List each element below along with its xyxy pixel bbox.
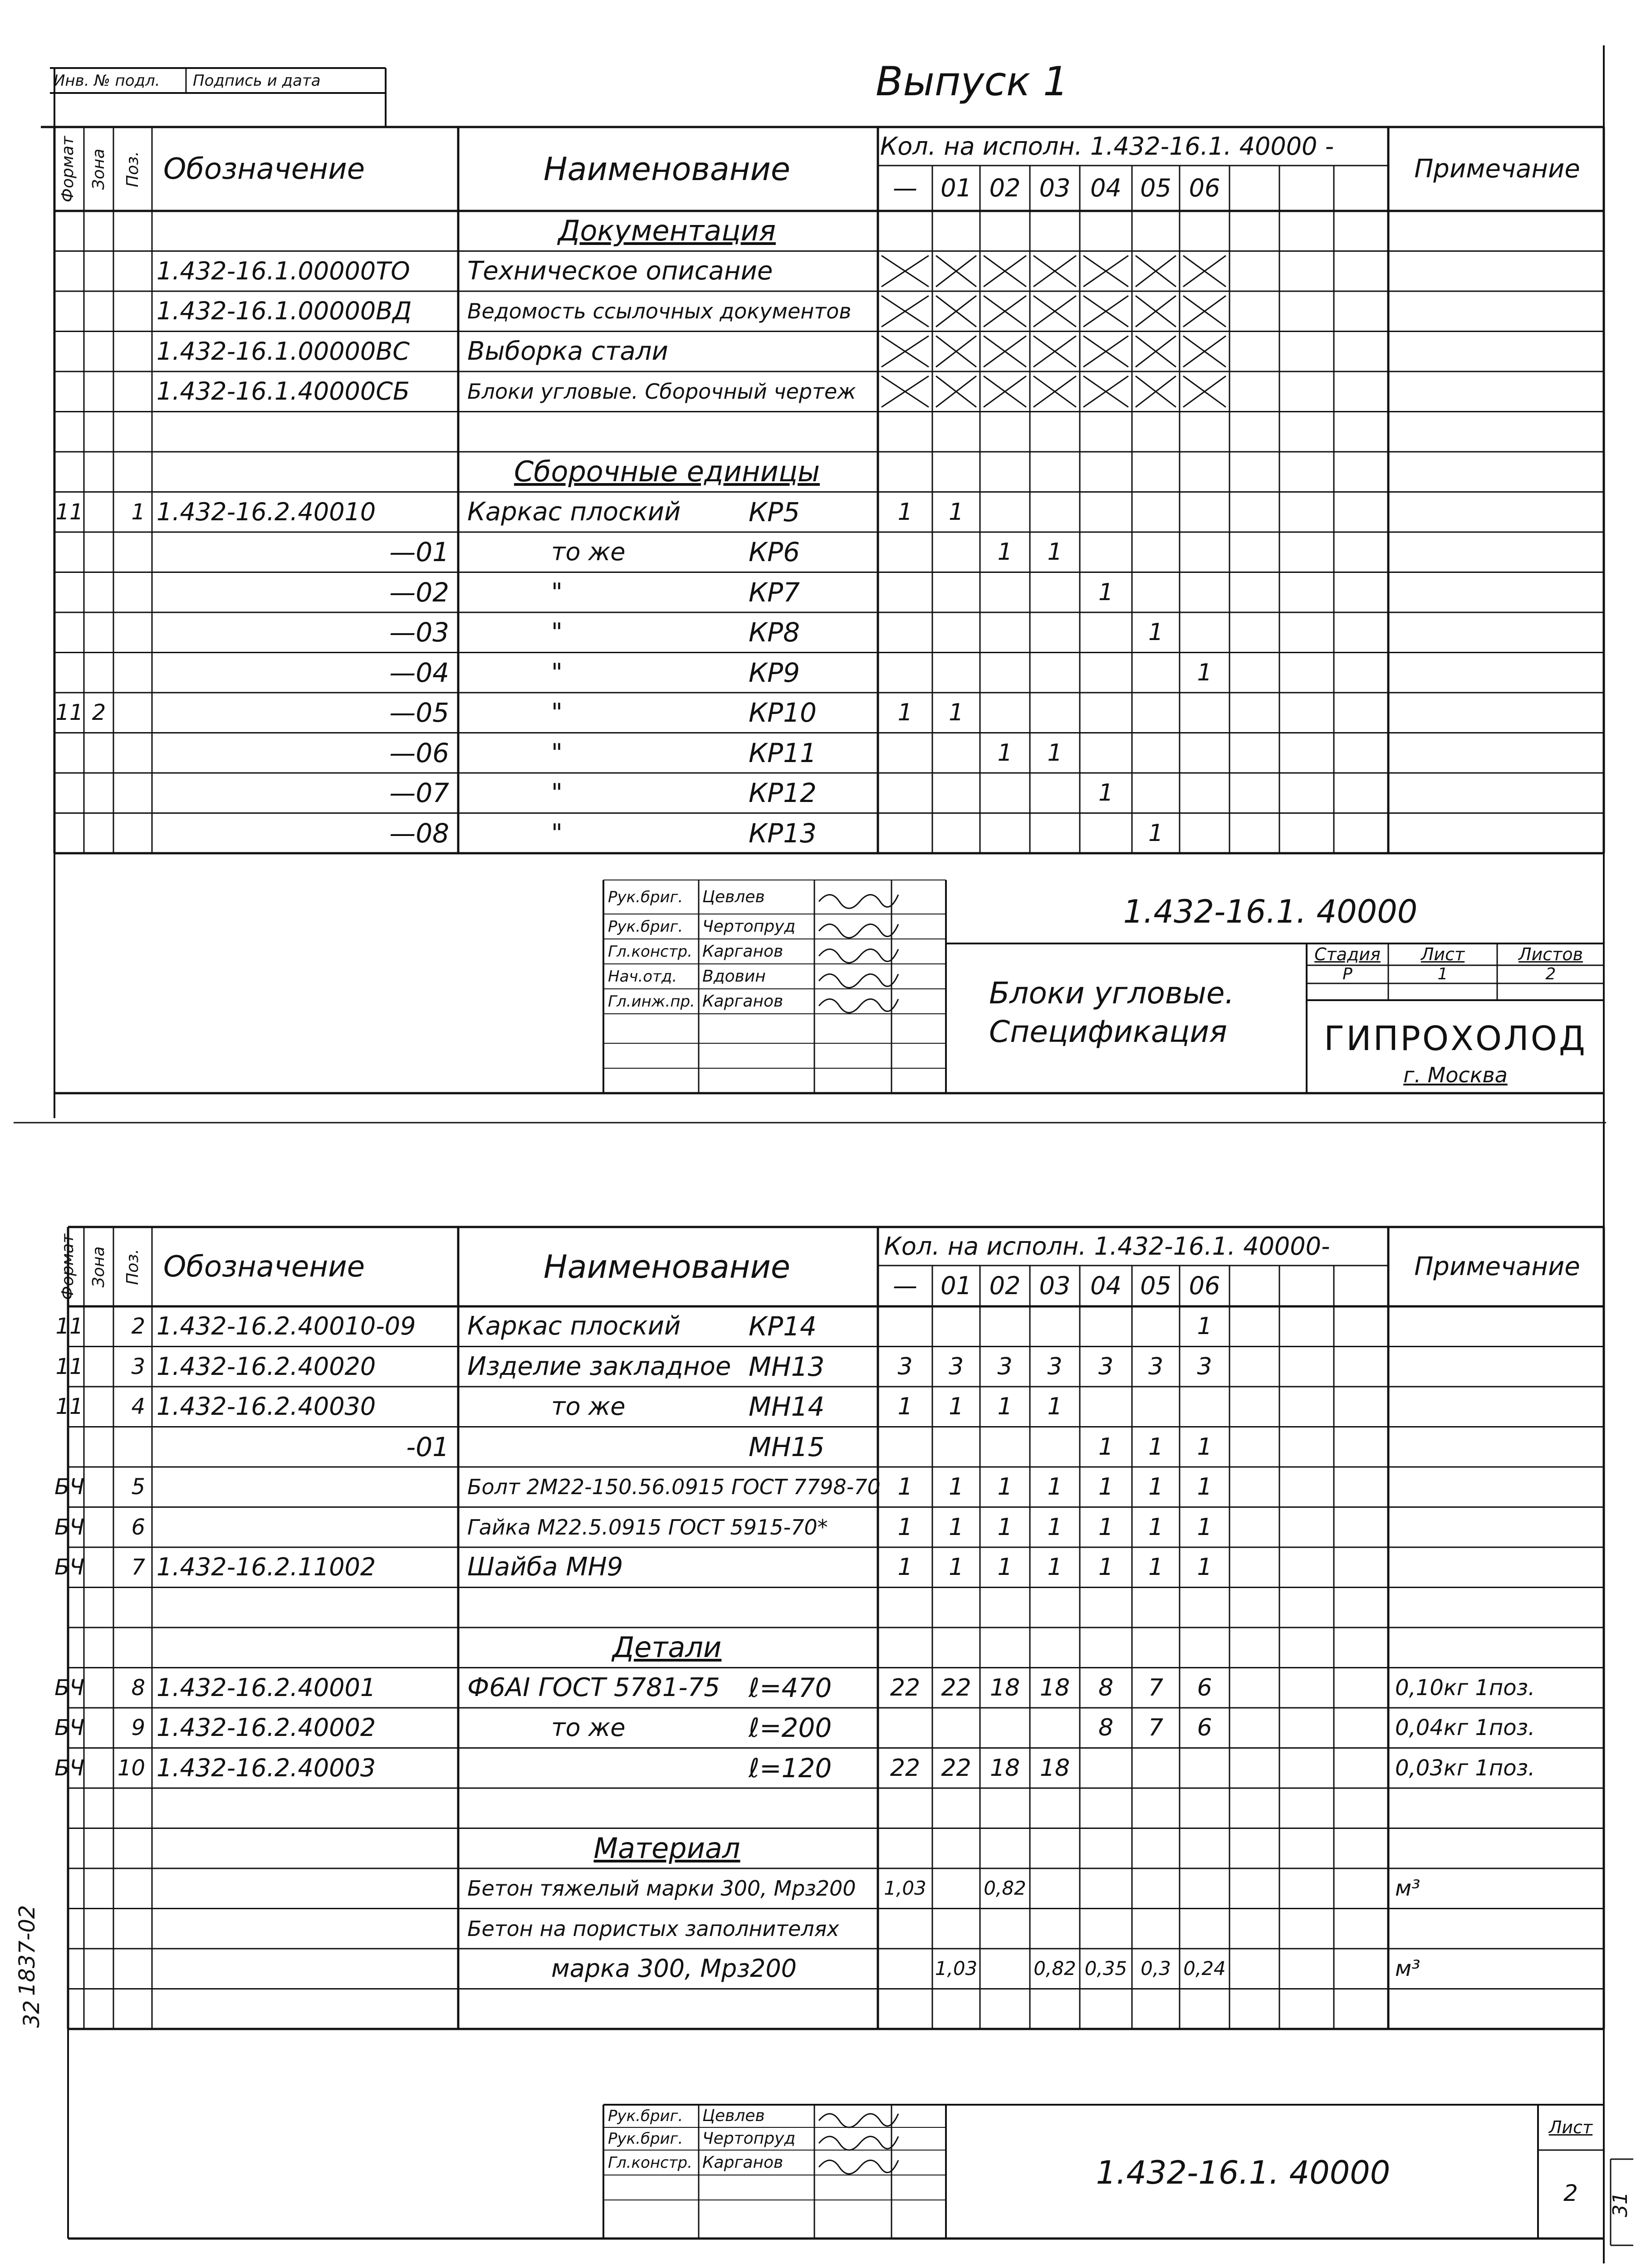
s2-row-designation: 1.432-16.2.40001 bbox=[157, 1673, 376, 1702]
s2-row-mark: ℓ=120 bbox=[749, 1752, 832, 1784]
s2-row-name: Каркас плоский bbox=[467, 1311, 681, 1341]
s2-row-qty-2: 18 bbox=[989, 1674, 1020, 1701]
s1-row-section-title: Документация bbox=[558, 214, 776, 248]
s2-row-mark: МН15 bbox=[749, 1431, 825, 1462]
s2-row-note: 0,03кг 1поз. bbox=[1395, 1755, 1535, 1781]
s2-header-format: Формат bbox=[59, 1233, 77, 1300]
s1-row-designation: —03 bbox=[389, 617, 449, 648]
s2-row-note: 0,10кг 1поз. bbox=[1395, 1675, 1535, 1701]
s2-row-name: то же bbox=[551, 1392, 626, 1421]
tb1-signature bbox=[819, 924, 898, 938]
s1-row-format: 11 bbox=[55, 700, 83, 726]
s2-row-name: Бетон тяжелый марки 300, Мрз200 bbox=[467, 1876, 856, 1901]
s2-row-name: марка 300, Мрз200 bbox=[551, 1954, 797, 1983]
tb1-city: г. Москва bbox=[1403, 1063, 1508, 1087]
s2-row-qty-0: 22 bbox=[890, 1674, 921, 1701]
s2-row-designation: 1.432-16.2.40010-09 bbox=[157, 1312, 416, 1341]
s2-row-designation: 1.432-16.2.40020 bbox=[157, 1352, 376, 1381]
s1-row-qty-3: 1 bbox=[1047, 538, 1063, 566]
s1-row-name: " bbox=[551, 658, 563, 687]
s2-row-qty-1: 1 bbox=[948, 1393, 964, 1421]
tb1-signature bbox=[819, 999, 898, 1013]
s1-row-mark: КР10 bbox=[749, 697, 817, 728]
s2-row-name: Ф6АI ГОСТ 5781-75 bbox=[467, 1672, 720, 1702]
s2-row-name: Болт 2М22-150.56.0915 ГОСТ 7798-70 bbox=[467, 1475, 881, 1500]
s1-row-name: Блоки угловые. Сборочный чертеж bbox=[467, 379, 856, 404]
tb1-signer-role: Рук.бриг. bbox=[608, 917, 683, 936]
s2-row-pos: 3 bbox=[131, 1354, 145, 1379]
s2-row-qty-5: 3 bbox=[1148, 1353, 1164, 1380]
tb1-signer-role: Нач.отд. bbox=[608, 967, 677, 986]
s1-row-qty-1: 1 bbox=[948, 699, 964, 727]
s1-row-designation: —08 bbox=[389, 817, 449, 849]
tb2-signer-name: Чертопруд bbox=[702, 2129, 796, 2148]
s1-header-zone: Зона bbox=[89, 148, 108, 190]
tb1-signer-name: Карганов bbox=[702, 942, 784, 961]
tb2-signature bbox=[819, 2136, 898, 2150]
s2-row-qty-6: 1 bbox=[1197, 1513, 1212, 1541]
s1-row-name: Ведомость ссылочных документов bbox=[467, 299, 852, 324]
tb1-title-line2: Спецификация bbox=[989, 1014, 1227, 1049]
tb1-signer-name: Вдовин bbox=[702, 967, 766, 986]
s2-row-format: БЧ bbox=[54, 1675, 84, 1701]
stamp-sig-label: Подпись и дата bbox=[193, 72, 321, 90]
s2-header-variant-6: 06 bbox=[1189, 1271, 1220, 1300]
s1-row-name: то же bbox=[551, 538, 626, 567]
s2-row-designation: 1.432-16.2.11002 bbox=[157, 1553, 376, 1582]
tb1-sheet-value: 1 bbox=[1437, 965, 1448, 983]
s1-row-designation: —04 bbox=[389, 657, 449, 688]
s1-row-designation: —05 bbox=[389, 697, 449, 728]
s1-row-qty-5: 1 bbox=[1148, 819, 1164, 847]
s1-row-qty-2: 1 bbox=[997, 538, 1013, 566]
s1-header-variant-0: — bbox=[893, 174, 917, 202]
s2-row-section-title: Материал bbox=[593, 1831, 740, 1865]
s2-row-qty-1: 1 bbox=[948, 1473, 964, 1501]
tb1-stage-label: Стадия bbox=[1314, 944, 1381, 964]
s2-row-qty-3: 3 bbox=[1047, 1353, 1063, 1380]
tb2-signature bbox=[819, 2114, 898, 2127]
s2-row-name: то же bbox=[551, 1713, 626, 1742]
tb1-signer-role: Гл.инж.пр. bbox=[608, 992, 695, 1011]
tb2-signer-name: Карганов bbox=[702, 2153, 784, 2172]
s2-header-variant-0: — bbox=[893, 1271, 917, 1300]
tb1-signer-role: Рук.бриг. bbox=[608, 888, 683, 906]
s2-row-format: БЧ bbox=[54, 1554, 84, 1580]
s1-row-qty-3: 1 bbox=[1047, 739, 1063, 767]
s2-row-pos: 5 bbox=[131, 1474, 145, 1500]
s2-row-qty-3: 1 bbox=[1047, 1473, 1063, 1501]
s2-row-qty-4: 8 bbox=[1098, 1674, 1114, 1701]
s1-row-name: Техническое описание bbox=[467, 256, 773, 286]
s2-row-note: 0,04кг 1поз. bbox=[1395, 1715, 1535, 1741]
s2-row-qty-4: 0,35 bbox=[1084, 1957, 1127, 1980]
tb2-doc-number: 1.432-16.1. 40000 bbox=[1096, 2154, 1391, 2191]
s1-row-mark: КР12 bbox=[749, 777, 817, 809]
s1-header-format: Формат bbox=[59, 136, 77, 202]
s2-row-qty-5: 7 bbox=[1148, 1714, 1164, 1742]
tb2-signer-role: Гл.констр. bbox=[608, 2153, 692, 2172]
s1-header-variant-3: 03 bbox=[1039, 174, 1071, 202]
s1-row-qty-2: 1 bbox=[997, 739, 1013, 767]
s2-row-qty-4: 8 bbox=[1098, 1714, 1114, 1742]
s2-row-qty-1: 1,03 bbox=[935, 1957, 978, 1980]
s1-row-name: " bbox=[551, 618, 563, 647]
tb1-sheet-label: Лист bbox=[1420, 944, 1465, 964]
s2-row-name: Бетон на пористых заполнителях bbox=[467, 1916, 839, 1941]
s1-row-mark: КР9 bbox=[749, 657, 800, 688]
tb1-sheets-label: Листов bbox=[1518, 944, 1583, 964]
s2-row-qty-4: 1 bbox=[1098, 1433, 1114, 1461]
s2-row-note: м³ bbox=[1395, 1876, 1420, 1901]
s1-header-variant-2: 02 bbox=[989, 174, 1021, 202]
s2-row-qty-2: 0,82 bbox=[984, 1877, 1026, 1900]
s2-header-variant-3: 03 bbox=[1039, 1271, 1071, 1300]
s1-row-format: 11 bbox=[55, 499, 83, 525]
s2-row-pos: 10 bbox=[117, 1755, 145, 1781]
s1-header-designation: Обозначение bbox=[163, 152, 365, 186]
s1-row-mark: КР6 bbox=[749, 537, 800, 568]
s2-row-pos: 7 bbox=[131, 1554, 145, 1580]
s2-row-qty-6: 1 bbox=[1197, 1313, 1212, 1340]
tb1-signature bbox=[819, 974, 898, 988]
tb1-title-line1: Блоки угловые. bbox=[989, 976, 1234, 1011]
s1-row-name: " bbox=[551, 698, 563, 727]
s1-header-name: Наименование bbox=[544, 150, 790, 188]
tb1-doc-number: 1.432-16.1. 40000 bbox=[1123, 893, 1418, 930]
s1-row-qty-4: 1 bbox=[1098, 779, 1114, 807]
s1-row-designation: 1.432-16.1.00000ВД bbox=[157, 297, 412, 326]
s1-row-mark: КР8 bbox=[749, 617, 800, 648]
s1-header-note: Примечание bbox=[1414, 154, 1580, 184]
s1-row-designation: 1.432-16.1.00000ТО bbox=[157, 256, 410, 285]
s2-row-qty-3: 1 bbox=[1047, 1393, 1063, 1421]
s1-row-qty-4: 1 bbox=[1098, 578, 1114, 606]
s2-row-qty-6: 3 bbox=[1197, 1353, 1212, 1380]
s1-row-qty-0: 1 bbox=[897, 699, 913, 727]
s1-row-designation: —02 bbox=[389, 577, 449, 608]
s1-header-variant-4: 04 bbox=[1090, 174, 1122, 202]
s2-header-pos: Поз. bbox=[123, 1248, 142, 1285]
s2-row-qty-5: 1 bbox=[1148, 1473, 1164, 1501]
s2-row-qty-5: 1 bbox=[1148, 1554, 1164, 1581]
s2-row-qty-0: 1 bbox=[897, 1513, 913, 1541]
s1-row-designation: 1.432-16.1.40000СБ bbox=[157, 377, 410, 406]
s2-row-qty-3: 18 bbox=[1039, 1674, 1070, 1701]
s1-header-variant-1: 01 bbox=[940, 174, 972, 202]
s1-row-designation: —01 bbox=[389, 537, 449, 568]
s2-row-pos: 6 bbox=[131, 1514, 145, 1540]
s1-row-qty-1: 1 bbox=[948, 498, 964, 526]
s1-row-qty-5: 1 bbox=[1148, 619, 1164, 646]
tb1-stage-value: Р bbox=[1342, 965, 1352, 983]
s2-row-qty-1: 3 bbox=[948, 1353, 964, 1380]
s2-row-qty-2: 3 bbox=[997, 1353, 1013, 1380]
s2-row-section-title: Детали bbox=[612, 1631, 722, 1664]
s2-row-format: БЧ bbox=[54, 1755, 84, 1781]
tb1-signature bbox=[819, 895, 898, 909]
s2-row-qty-3: 1 bbox=[1047, 1554, 1063, 1581]
tb1-signer-name: Карганов bbox=[702, 992, 784, 1011]
s1-row-section-title: Сборочные единицы bbox=[514, 455, 820, 489]
s2-row-qty-1: 1 bbox=[948, 1513, 964, 1541]
s2-row-mark: ℓ=200 bbox=[749, 1712, 832, 1744]
s2-row-name: Гайка М22.5.0915 ГОСТ 5915-70* bbox=[467, 1515, 828, 1540]
archive-number: 1837-02 bbox=[15, 1905, 40, 1996]
s1-row-designation: 1.432-16.2.40010 bbox=[157, 497, 376, 526]
s2-row-qty-0: 22 bbox=[890, 1754, 921, 1782]
s1-row-name: " bbox=[551, 577, 563, 606]
stamp-inv-label: Инв. № подл. bbox=[54, 72, 160, 90]
s2-row-format: 11 bbox=[55, 1314, 83, 1339]
s1-row-mark: КР13 bbox=[749, 817, 817, 849]
s2-row-pos: 2 bbox=[131, 1314, 145, 1339]
s1-row-name: " bbox=[551, 778, 563, 807]
s1-row-name: " bbox=[551, 738, 563, 767]
s1-header-variant-5: 05 bbox=[1140, 174, 1171, 202]
s2-row-qty-6: 1 bbox=[1197, 1473, 1212, 1501]
s2-row-designation: 1.432-16.2.40003 bbox=[157, 1753, 376, 1782]
s2-header-variant-4: 04 bbox=[1090, 1271, 1122, 1300]
s2-row-note: м³ bbox=[1395, 1956, 1420, 1982]
archive-page: 32 bbox=[19, 2000, 44, 2028]
s1-header-variant-6: 06 bbox=[1189, 174, 1220, 202]
tb1-signer-name: Цевлев bbox=[702, 887, 765, 906]
s2-row-format: 11 bbox=[55, 1354, 83, 1379]
s1-header-qty-title: Кол. на исполн. 1.432-16.1. 40000 - bbox=[880, 132, 1334, 161]
s2-row-qty-2: 1 bbox=[997, 1554, 1013, 1581]
tb1-signer-role: Гл.констр. bbox=[608, 942, 692, 961]
s1-header-pos: Поз. bbox=[123, 151, 142, 187]
s2-header-qty-title: Кол. на исполн. 1.432-16.1. 40000- bbox=[884, 1232, 1330, 1261]
s2-row-pos: 9 bbox=[131, 1715, 145, 1741]
s2-row-qty-3: 0,82 bbox=[1034, 1957, 1076, 1980]
s2-row-name: Изделие закладное bbox=[467, 1351, 731, 1381]
s1-row-mark: КР11 bbox=[749, 737, 817, 768]
s2-row-format: БЧ bbox=[54, 1715, 84, 1741]
s1-row-designation: —07 bbox=[389, 777, 449, 809]
s2-row-mark: МН14 bbox=[749, 1391, 825, 1422]
s1-row-qty-6: 1 bbox=[1197, 659, 1212, 686]
s2-row-format: 11 bbox=[55, 1394, 83, 1420]
s2-row-qty-5: 1 bbox=[1148, 1433, 1164, 1461]
s1-row-zone: 2 bbox=[92, 700, 106, 726]
s2-header-variant-5: 05 bbox=[1140, 1271, 1171, 1300]
s2-row-qty-6: 0,24 bbox=[1183, 1957, 1226, 1980]
tb2-signature bbox=[819, 2160, 898, 2174]
s2-header-designation: Обозначение bbox=[163, 1250, 365, 1284]
s2-row-qty-2: 1 bbox=[997, 1513, 1013, 1541]
s2-row-qty-2: 1 bbox=[997, 1393, 1013, 1421]
corner-sheet-number: 31 bbox=[1609, 2192, 1632, 2217]
issue-label: Выпуск 1 bbox=[876, 58, 1068, 105]
s1-row-mark: КР7 bbox=[749, 577, 800, 608]
s1-row-designation: 1.432-16.1.00000ВС bbox=[157, 337, 410, 366]
s2-row-qty-2: 1 bbox=[997, 1473, 1013, 1501]
s1-row-designation: —06 bbox=[389, 737, 449, 768]
s1-row-pos: 1 bbox=[131, 499, 145, 525]
s2-row-qty-4: 1 bbox=[1098, 1513, 1114, 1541]
s2-row-mark: МН13 bbox=[749, 1351, 825, 1382]
tb1-sheets-value: 2 bbox=[1545, 965, 1556, 983]
tb1-organization: ГИПРОХОЛОД bbox=[1324, 1019, 1587, 1058]
s2-row-qty-1: 22 bbox=[941, 1674, 971, 1701]
s2-row-qty-4: 1 bbox=[1098, 1473, 1114, 1501]
s2-row-qty-0: 1,03 bbox=[884, 1877, 926, 1900]
s1-row-name: Каркас плоский bbox=[467, 497, 681, 527]
s2-row-name: Шайба МН9 bbox=[467, 1552, 623, 1582]
tb2-signer-name: Цевлев bbox=[702, 2107, 765, 2125]
s2-row-qty-6: 1 bbox=[1197, 1554, 1212, 1581]
s2-row-qty-5: 7 bbox=[1148, 1674, 1164, 1701]
s2-row-qty-6: 6 bbox=[1197, 1674, 1212, 1701]
s2-row-qty-4: 3 bbox=[1098, 1353, 1114, 1380]
tb2-signer-role: Рук.бриг. bbox=[608, 2130, 683, 2148]
tb1-signature bbox=[819, 949, 898, 963]
s2-row-qty-0: 3 bbox=[897, 1353, 913, 1380]
s2-row-mark: ℓ=470 bbox=[749, 1672, 832, 1703]
s2-row-qty-3: 18 bbox=[1039, 1754, 1070, 1782]
s2-row-qty-0: 1 bbox=[897, 1473, 913, 1501]
tb2-sheet-value: 2 bbox=[1563, 2180, 1578, 2206]
s2-row-qty-3: 1 bbox=[1047, 1513, 1063, 1541]
s2-row-qty-5: 1 bbox=[1148, 1513, 1164, 1541]
tb2-signer-role: Рук.бриг. bbox=[608, 2107, 683, 2125]
tb1-signer-name: Чертопруд bbox=[702, 917, 796, 936]
s2-header-name: Наименование bbox=[544, 1248, 790, 1286]
s1-row-mark: КР5 bbox=[749, 496, 800, 528]
s2-row-designation: 1.432-16.2.40030 bbox=[157, 1392, 376, 1421]
s2-row-qty-6: 1 bbox=[1197, 1433, 1212, 1461]
s2-row-format: БЧ bbox=[54, 1514, 84, 1540]
s2-row-designation: 1.432-16.2.40002 bbox=[157, 1713, 376, 1742]
s2-header-variant-1: 01 bbox=[940, 1271, 972, 1300]
s2-header-variant-2: 02 bbox=[989, 1271, 1021, 1300]
s2-row-qty-1: 22 bbox=[941, 1754, 971, 1782]
s1-row-name: " bbox=[551, 818, 563, 847]
s1-row-qty-0: 1 bbox=[897, 498, 913, 526]
s2-row-qty-4: 1 bbox=[1098, 1554, 1114, 1581]
s2-row-format: БЧ bbox=[54, 1474, 84, 1500]
s2-row-qty-2: 18 bbox=[989, 1754, 1020, 1782]
s1-row-name: Выборка стали bbox=[467, 336, 668, 366]
s2-row-mark: КР14 bbox=[749, 1311, 817, 1342]
tb2-sheet-label: Лист bbox=[1548, 2117, 1593, 2137]
s2-row-pos: 4 bbox=[131, 1394, 145, 1420]
s2-row-qty-5: 0,3 bbox=[1141, 1957, 1171, 1980]
s2-row-qty-1: 1 bbox=[948, 1554, 964, 1581]
s2-header-zone: Зона bbox=[89, 1246, 108, 1287]
s2-row-designation: -01 bbox=[406, 1431, 449, 1462]
s2-row-pos: 8 bbox=[131, 1675, 145, 1701]
s2-row-qty-0: 1 bbox=[897, 1393, 913, 1421]
s2-row-qty-0: 1 bbox=[897, 1554, 913, 1581]
s2-header-note: Примечание bbox=[1414, 1251, 1580, 1281]
s2-row-qty-6: 6 bbox=[1197, 1714, 1212, 1742]
